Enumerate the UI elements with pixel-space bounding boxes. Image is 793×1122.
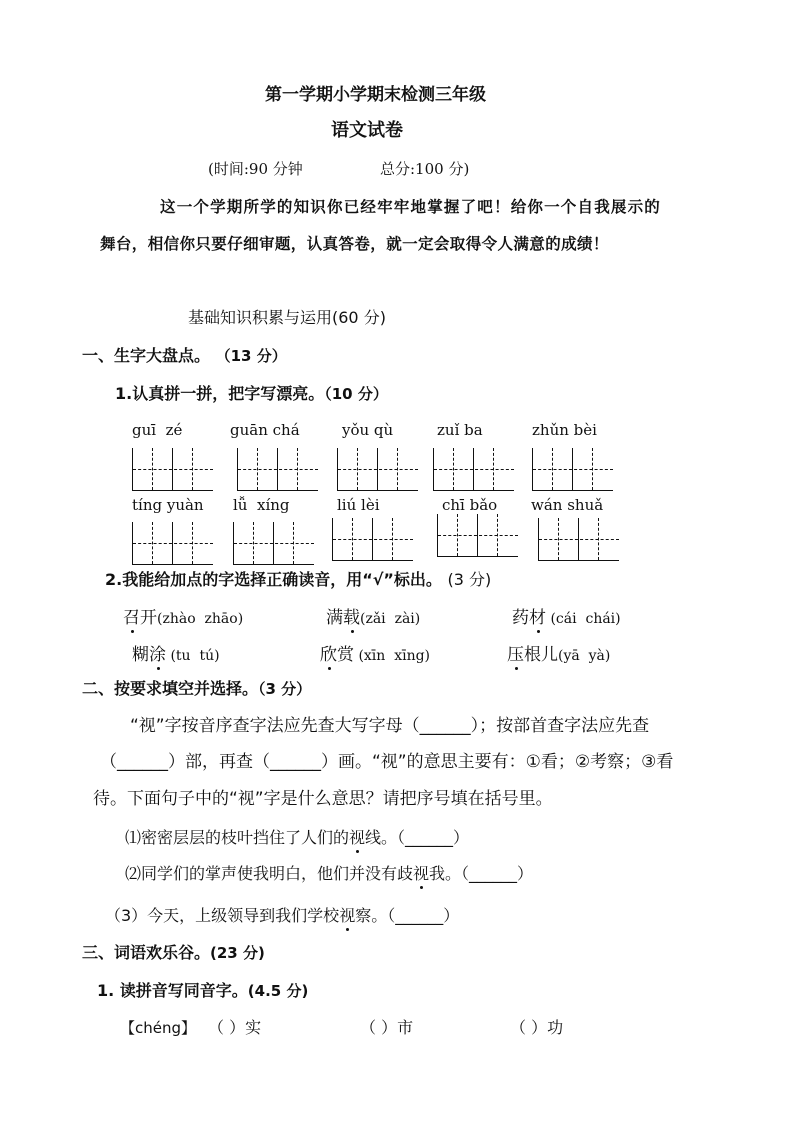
q2-points: (3 分) bbox=[447, 570, 492, 589]
dotted-character: 材 bbox=[529, 608, 546, 628]
exam-title: 第一学期小学期末检测三年级 bbox=[265, 85, 486, 105]
exam-total-score: 总分:100 分) bbox=[380, 160, 470, 178]
character-writing-grid[interactable] bbox=[532, 448, 613, 491]
pronunciation-item[interactable] bbox=[507, 645, 610, 666]
sentence-item[interactable] bbox=[125, 864, 533, 884]
pinyin-options[interactable]: (zhào zhāo) bbox=[157, 611, 244, 627]
homophone-blank-2[interactable]: （ ）市 bbox=[360, 1018, 414, 1037]
section-2-heading bbox=[82, 679, 311, 699]
homophone-blank-3[interactable]: （ ）功 bbox=[510, 1018, 564, 1037]
character-writing-grid[interactable] bbox=[337, 448, 418, 491]
sentence-item[interactable] bbox=[125, 828, 469, 848]
sentence-item[interactable] bbox=[105, 906, 459, 926]
section-1-points: （13 分） bbox=[215, 347, 287, 365]
section-2-points: （3 分） bbox=[258, 680, 312, 698]
pinyin-options[interactable]: (zǎi zài) bbox=[360, 611, 421, 627]
dotted-character: 涂 bbox=[149, 645, 166, 665]
intro-line-2: 舞台，相信你只要仔细审题，认真答卷，就一定会取得令人满意的成绩！ bbox=[100, 234, 609, 253]
word-prefix: 药 bbox=[512, 608, 529, 628]
question-1-1 bbox=[115, 384, 388, 404]
pinyin-options[interactable]: (xīn xīng) bbox=[354, 648, 431, 664]
section-3-title: 三、词语欢乐谷。 bbox=[82, 943, 211, 962]
sentence-end-with-blank[interactable]: 线。（______） bbox=[365, 828, 470, 847]
pronunciation-item[interactable] bbox=[320, 645, 430, 666]
character-writing-grid[interactable] bbox=[332, 518, 413, 561]
sentence-start: ⑴密密层层的枝叶挡住了人们的 bbox=[125, 828, 350, 847]
pinyin-options[interactable]: (yā yà) bbox=[558, 648, 611, 664]
pinyin-label: chī bǎo bbox=[442, 496, 498, 514]
q1-points: （10 分） bbox=[324, 385, 388, 403]
section-3-points: (23 分) bbox=[210, 944, 265, 962]
pinyin-label: liú lèi bbox=[337, 496, 380, 514]
dotted-character: 视 bbox=[349, 828, 366, 847]
character-writing-grid[interactable] bbox=[237, 448, 318, 491]
q2-label: 2.我能给加点的字选择正确读音，用“√”标出。 bbox=[105, 570, 442, 589]
pronunciation-item[interactable] bbox=[512, 608, 621, 629]
dotted-character: 欣 bbox=[320, 645, 337, 665]
dotted-character: 视 bbox=[413, 864, 430, 883]
dotted-character: 载 bbox=[343, 608, 360, 628]
section-2-para-1: “视”字按音序查字法应先查大写字母（______）；按部首查字法应先查 bbox=[130, 716, 650, 736]
pinyin-label: wán shuǎ bbox=[531, 496, 604, 514]
sentence-start: （3）今天，上级领导到我们学校 bbox=[105, 906, 340, 925]
section-2-para-2: （______）部，再查（______）画。“视”的意思主要有：①看；②考察；③看 bbox=[100, 752, 674, 772]
pronunciation-item[interactable] bbox=[123, 608, 243, 629]
character-writing-grid[interactable] bbox=[132, 522, 213, 565]
character-writing-grid[interactable] bbox=[233, 522, 314, 565]
q3-1-label: 1. 读拼音写同音字。 bbox=[97, 981, 248, 1000]
character-writing-grid[interactable] bbox=[132, 448, 213, 491]
homophone-blank-1[interactable]: （ ）实 bbox=[208, 1018, 262, 1037]
exam-time: (时间:90 分钟 bbox=[208, 160, 303, 178]
q3-1-points: (4.5 分) bbox=[247, 982, 309, 1000]
section-1-title: 一、生字大盘点。 bbox=[82, 346, 211, 365]
dotted-character: 视 bbox=[339, 906, 356, 925]
section-2-title: 二、按要求填空并选择。 bbox=[82, 679, 259, 698]
exam-subject: 语文试卷 bbox=[331, 120, 403, 141]
homophone-pinyin: 【chéng】 bbox=[120, 1019, 197, 1037]
q1-label: 1.认真拼一拼，把字写漂亮。 bbox=[115, 384, 325, 403]
part-title: 基础知识积累与运用(60 分) bbox=[188, 308, 386, 327]
dotted-character: 召 bbox=[123, 608, 140, 628]
dotted-character: 压 bbox=[507, 645, 524, 665]
character-writing-grid[interactable] bbox=[433, 448, 514, 491]
pinyin-label: zhǔn bèi bbox=[532, 421, 597, 439]
section-2-para-3: 待。下面句子中的“视”字是什么意思？请把序号填在括号里。 bbox=[93, 789, 553, 809]
pinyin-label: guī zé bbox=[132, 421, 183, 439]
pinyin-label: tíng yuàn bbox=[132, 496, 204, 514]
word-suffix: 根儿 bbox=[524, 645, 558, 665]
pronunciation-item[interactable] bbox=[326, 608, 420, 629]
sentence-start: ⑵同学们的掌声使我明白，他们并没有歧 bbox=[125, 864, 414, 883]
sentence-end-with-blank[interactable]: 察。（______） bbox=[355, 906, 460, 925]
section-1-heading bbox=[82, 346, 287, 366]
intro-line-1: 这一个学期所学的知识你已经牢牢地掌握了吧！给你一个自我展示的 bbox=[160, 197, 662, 216]
character-writing-grid[interactable] bbox=[538, 518, 619, 561]
pinyin-label: lǚ xíng bbox=[233, 496, 290, 514]
word-suffix: 赏 bbox=[337, 645, 354, 665]
character-writing-grid[interactable] bbox=[437, 514, 518, 557]
word-prefix: 糊 bbox=[132, 645, 149, 665]
pinyin-options[interactable]: (tu tú) bbox=[166, 648, 220, 664]
question-3-1 bbox=[97, 981, 308, 1001]
pinyin-label: zuǐ ba bbox=[437, 421, 483, 439]
question-1-2 bbox=[105, 570, 491, 590]
pinyin-label: guān chá bbox=[230, 421, 300, 439]
pinyin-label: yǒu qù bbox=[342, 421, 394, 439]
section-3-heading bbox=[82, 943, 265, 963]
sentence-end-with-blank[interactable]: 我。（______） bbox=[429, 864, 534, 883]
word-suffix: 开 bbox=[140, 608, 157, 628]
word-prefix: 满 bbox=[326, 608, 343, 628]
pronunciation-item[interactable] bbox=[132, 645, 220, 666]
pinyin-options[interactable]: (cái chái) bbox=[546, 611, 621, 627]
